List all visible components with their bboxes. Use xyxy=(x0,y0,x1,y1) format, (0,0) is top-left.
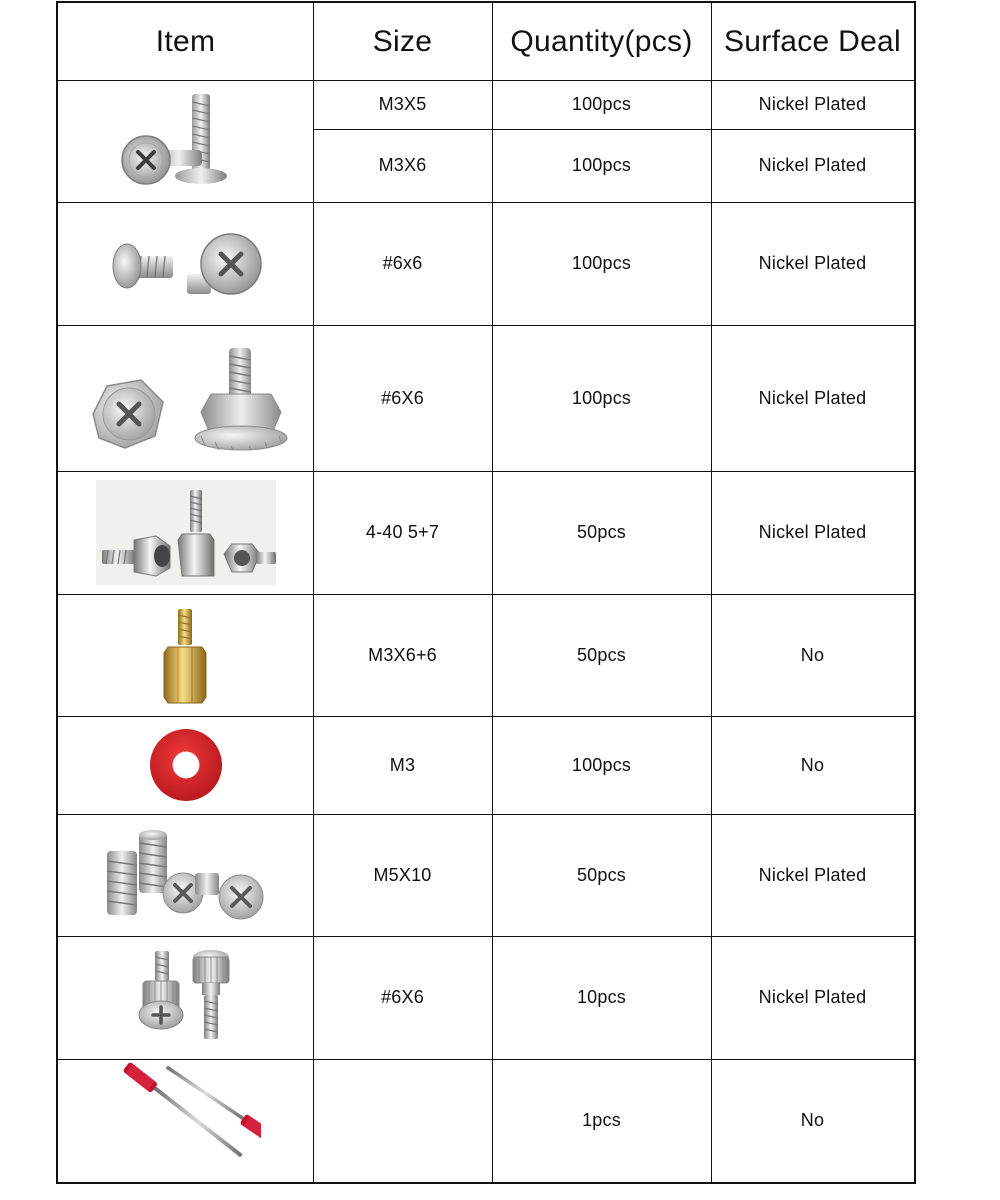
surface-cell: No xyxy=(800,644,825,665)
size-cell: M3 xyxy=(389,754,416,775)
header-size: Size xyxy=(372,24,433,58)
quantity-cell: 100pcs xyxy=(571,387,632,408)
hex-flange-screw-icon xyxy=(58,325,313,471)
surface-cell: Nickel Plated xyxy=(758,987,867,1007)
size-cell: M5X10 xyxy=(373,864,432,885)
hdd-flat-head-screw-icon xyxy=(58,814,313,936)
quantity-cell: 1pcs xyxy=(582,1110,621,1130)
size-cell: #6X6 xyxy=(381,387,424,408)
size-cell xyxy=(313,1059,492,1182)
size-cell: M3X6 xyxy=(378,155,427,175)
hex-standoff-icon xyxy=(58,471,313,594)
surface-cell: Nickel Plated xyxy=(758,155,867,175)
size-cell: M3X5 xyxy=(378,94,427,114)
surface-cell: Nickel Plated xyxy=(758,253,867,273)
size-cell: 4-40 5+7 xyxy=(365,522,440,542)
surface-cell: Nickel Plated xyxy=(758,94,867,114)
size-cell: #6X6 xyxy=(381,987,424,1007)
surface-cell: Nickel Plated xyxy=(758,522,867,542)
red-fiber-washer-icon xyxy=(58,716,313,814)
parts-table xyxy=(56,1,916,1184)
quantity-cell: 50pcs xyxy=(576,644,627,665)
round-head-phillips-screw-icon xyxy=(58,202,313,325)
brass-standoff-icon xyxy=(58,594,313,716)
quantity-cell: 50pcs xyxy=(576,522,627,542)
pan-head-phillips-screw-icon xyxy=(58,80,313,202)
size-cell: M3X6+6 xyxy=(368,644,437,665)
header-surface: Surface Deal xyxy=(723,24,902,58)
quantity-cell: 50pcs xyxy=(576,864,627,885)
quantity-cell: 100pcs xyxy=(571,155,632,175)
surface-cell: Nickel Plated xyxy=(758,864,867,885)
header-item: Item xyxy=(155,24,216,58)
screwdriver-icon xyxy=(58,1059,313,1182)
thumb-screw-icon xyxy=(58,936,313,1059)
size-cell: #6x6 xyxy=(382,253,423,273)
quantity-cell: 100pcs xyxy=(571,754,632,775)
quantity-cell: 100pcs xyxy=(571,253,632,273)
surface-cell: Nickel Plated xyxy=(758,387,867,408)
quantity-cell: 100pcs xyxy=(571,94,632,114)
header-quantity: Quantity(pcs) xyxy=(510,24,693,58)
surface-cell: No xyxy=(800,754,825,775)
quantity-cell: 10pcs xyxy=(576,987,627,1007)
surface-cell: No xyxy=(800,1110,825,1130)
